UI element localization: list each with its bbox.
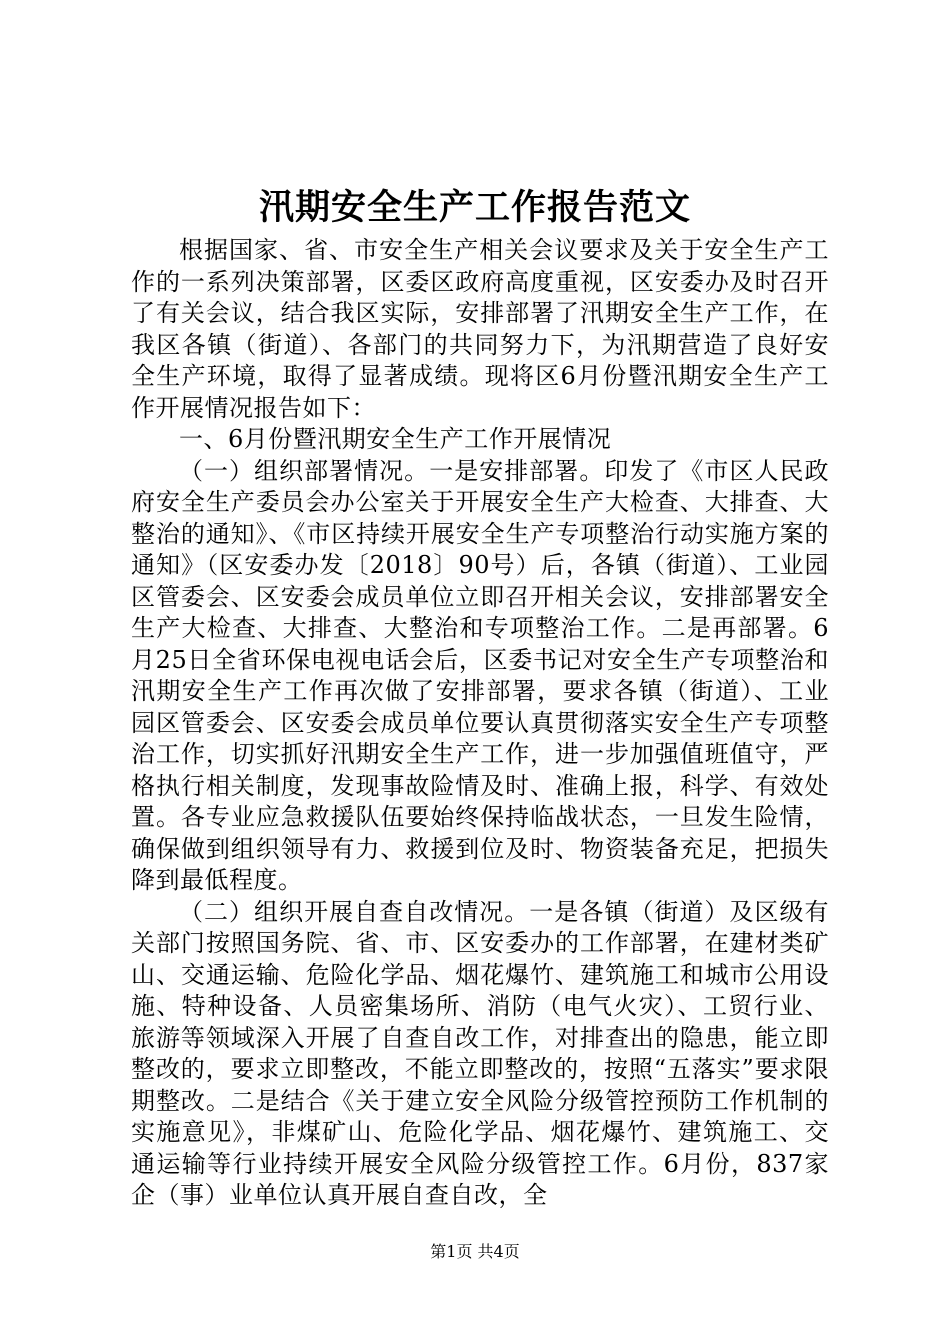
document-body (131, 235, 829, 1212)
document-title: 汛期安全生产工作报告范文 (258, 187, 691, 228)
page-footer: 第1页 共4页 (430, 1242, 520, 1261)
paragraph-self-inspection: （二）组织开展自查自改情况。一是各镇（街道）及区级有关部门按照国务院、省、市、区安委办的工作部署，在建材类矿山、交通运输、危险化学品、烟花爆竹、建筑施工和城市公用设施、特种设备、人员密集场所、消防（电气火灾）、工贸行业、旅游等领域深入开展了自查自改工作，对排查出的隐患，能立即整改的，要求立即整改，不能立即整改的，按照“五落实”要求限期整改。二是结合《关于建立安全风险分级管控预防工作机制的实施意见》，非煤矿山、危险化学品、烟花爆竹、建筑施工、交通运输等行业持续开展安全风险分级管控工作。6月份，837家企（事）业单位认真开展自查自改，全 (131, 897, 829, 1209)
paragraph-intro: 根据国家、省、市安全生产相关会议要求及关于安全生产工作的一系列决策部署，区委区政府高度重视，区安委办及时召开了有关会议，结合我区实际，安排部署了汛期安全生产工作，在我区各镇（街道）、各部门的共同努力下，为汛期营造了良好安全生产环境，取得了显著成绩。现将区6月份暨汛期安全生产工作开展情况报告如下： (131, 236, 829, 422)
section-heading-1: 一、6月份暨汛期安全生产工作开展情况 (179, 425, 612, 453)
paragraph-organization: （一）组织部署情况。一是安排部署。印发了《市区人民政府安全生产委员会办公室关于开展安全生产大检查、大排查、大整治的通知》、《市区持续开展安全生产专项整治行动实施方案的通知》（区安委办发〔2018〕90号）后，各镇（街道）、工业园区管委会、区安委会成员单位立即召开相关会议，安排部署安全生产大检查、大排查、大整治和专项整治工作。二是再部署。6月25日全省环保电视电话会后，区委书记对安全生产专项整治和汛期安全生产工作再次做了安排部署，要求各镇（街道）、工业园区管委会、区安委会成员单位要认真贯彻落实安全生产专项整治工作，切实抓好汛期安全生产工作，进一步加强值班值守，严格执行相关制度，发现事故险情及时、准确上报，科学、有效处置。各专业应急救援队伍要始终保持临战状态，一旦发生险情，确保做到组织领导有力、救援到位及时、物资装备充足，把损失降到最低程度。 (131, 456, 829, 894)
